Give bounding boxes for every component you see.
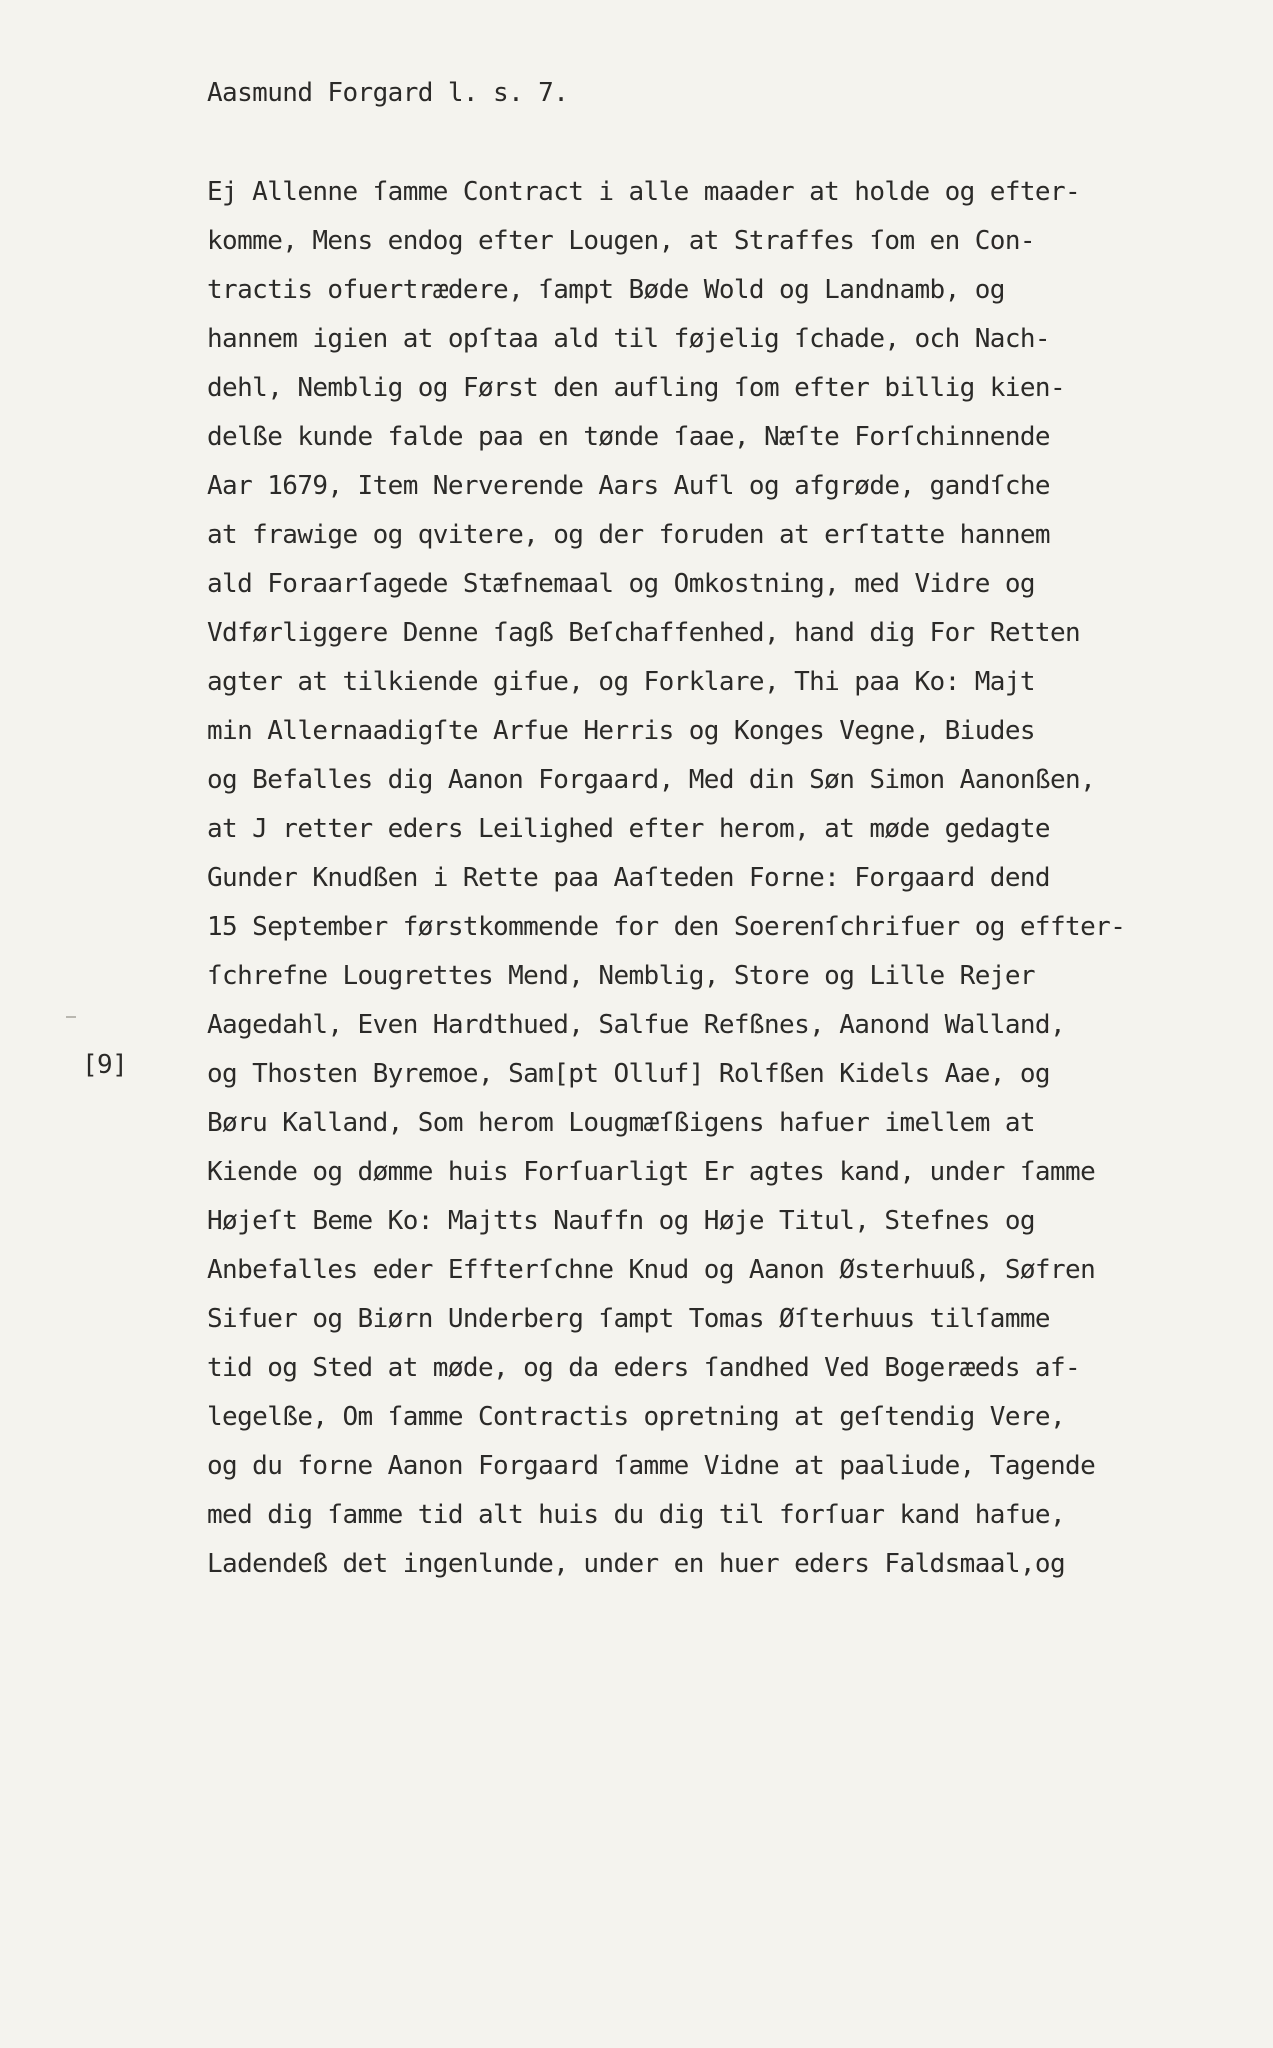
text-line: at frawige og qvitere, og der foruden at erſtatte hannem	[207, 520, 1050, 550]
page-heading: Aasmund Forgard l. s. 7.	[207, 78, 569, 108]
text-line: ſchrefne Lougrettes Mend, Nemblig, Store og Lille Rejer	[207, 961, 1035, 991]
text-line: tid og Sted at møde, og da eders ſandhed Ved Bogeræeds af-	[207, 1353, 1081, 1383]
text-line: Ladendeß det ingenlunde, under en huer eders Faldsmaal,og	[207, 1549, 1066, 1579]
text-line: Højeſt Beme Ko: Majtts Nauffn og Høje Titul, Stefnes og	[207, 1206, 1035, 1236]
paper-speck	[66, 1016, 76, 1018]
text-line: Gunder Knudßen i Rette paa Aaſteden Forne: Forgaard dend	[207, 863, 1050, 893]
text-line: at J retter eders Leilighed efter herom, at møde gedagte	[207, 814, 1050, 844]
text-line: Sifuer og Biørn Underberg ſampt Tomas Øſterhuus tilſamme	[207, 1304, 1050, 1334]
text-line: delße kunde falde paa en tønde ſaae, Næſte Forſchinnende	[207, 422, 1050, 452]
text-line: Vdførliggere Denne ſagß Beſchaffenhed, hand dig For Retten	[207, 618, 1081, 648]
text-line: min Allernaadigſte Arfue Herris og Konges Vegne, Biudes	[207, 716, 1035, 746]
text-line: Anbefalles eder Effterſchne Knud og Aanon Østerhuuß, Søfren	[207, 1255, 1096, 1285]
text-line: Aagedahl, Even Hardthued, Salfue Refßnes, Aanond Walland,	[207, 1010, 1066, 1040]
text-line: legelße, Om ſamme Contractis opretning at geſtendig Vere,	[207, 1402, 1066, 1432]
text-line: Børu Kalland, Som herom Lougmæſßigens hafuer imellem at	[207, 1108, 1035, 1138]
text-line: ald Foraarſagede Stæfnemaal og Omkostning, med Vidre og	[207, 569, 1035, 599]
text-line: hannem igien at opſtaa ald til føjelig ſchade, och Nach-	[207, 324, 1050, 354]
text-line: Kiende og dømme huis Forſuarligt Er agtes kand, under ſamme	[207, 1157, 1096, 1187]
text-line: komme, Mens endog efter Lougen, at Straffes ſom en Con-	[207, 226, 1035, 256]
text-line: tractis ofuertrædere, ſampt Bøde Wold og Landnamb, og	[207, 275, 1005, 305]
text-line: og Thosten Byremoe, Sam[pt Olluf] Rolfßen Kidels Aae, og	[207, 1059, 1050, 1089]
text-line: og du forne Aanon Forgaard ſamme Vidne at paaliude, Tagende	[207, 1451, 1096, 1481]
transcription-body	[207, 168, 1247, 1589]
text-line: dehl, Nemblig og Først den aufling ſom efter billig kien-	[207, 373, 1066, 403]
margin-page-number: [9]	[82, 1050, 128, 1080]
text-line: Ej Allenne ſamme Contract i alle maader at holde og efter-	[207, 177, 1081, 207]
text-line: Aar 1679, Item Nerverende Aars Aufl og afgrøde, gandſche	[207, 471, 1050, 501]
text-line: 15 September førstkommende for den Soerenſchrifuer og effter-	[207, 912, 1126, 942]
text-line: med dig ſamme tid alt huis du dig til forſuar kand hafue,	[207, 1500, 1066, 1530]
text-line: og Befalles dig Aanon Forgaard, Med din Søn Simon Aanonßen,	[207, 765, 1096, 795]
text-line: agter at tilkiende gifue, og Forklare, Thi paa Ko: Majt	[207, 667, 1035, 697]
